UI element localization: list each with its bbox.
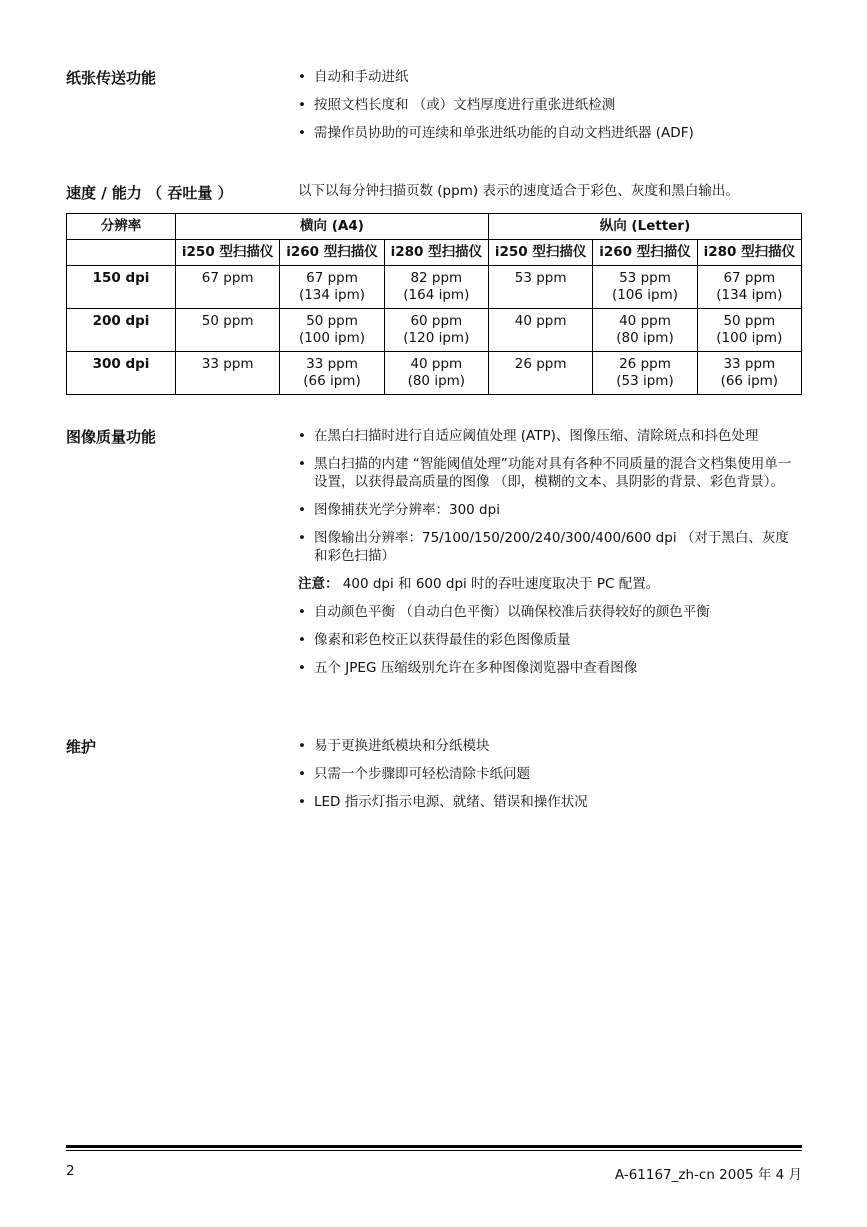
- ppm-value: 50 ppm: [723, 313, 776, 329]
- list-item: • 图像捕获光学分辨率：300 dpi: [298, 501, 802, 519]
- speed-cell: [593, 309, 697, 352]
- speed-cell: [697, 309, 801, 352]
- ipm-value: (66 ipm): [303, 373, 361, 389]
- footer-rule-thick: [66, 1145, 802, 1148]
- list-item: • 黑白扫描的内建 “智能阈值处理”功能对具有各种不同质量的混合文档集使用单一设置，以获得最高质量的图像 （即，模糊的文本、具阴影的背景、彩色背景）。: [298, 455, 802, 491]
- ipm-value: (164 ipm): [403, 287, 470, 303]
- ipm-value: (100 ipm): [716, 330, 783, 346]
- model-header: i260 型扫描仪: [280, 240, 384, 266]
- table-row: [67, 309, 802, 352]
- ppm-value: 26 ppm: [619, 356, 671, 372]
- ipm-value: (80 ipm): [407, 373, 466, 389]
- ipm-value: (80 ipm): [616, 330, 674, 346]
- speed-cell: [697, 352, 801, 395]
- list-item: • 自动颜色平衡 （自动白色平衡）以确保校准后获得较好的颜色平衡: [298, 603, 802, 621]
- note-label: 注意：: [298, 576, 339, 592]
- paper-feed-heading: 纸张传送功能: [66, 69, 157, 87]
- list-item: • 只需一个步骤即可轻松清除卡纸问题: [298, 765, 802, 783]
- model-header: i280 型扫描仪: [697, 240, 801, 266]
- image-quality-heading: 图像质量功能: [66, 428, 157, 446]
- speed-cell: [280, 309, 384, 352]
- table-header-row: [67, 214, 802, 240]
- ppm-value: 50 ppm: [201, 313, 254, 329]
- table-model-row: [67, 240, 802, 266]
- speed-cell: [488, 309, 592, 352]
- list-item: • 图像输出分辨率：75/100/150/200/240/300/400/600 dpi （对于黑白、灰度和彩色扫描）: [298, 529, 802, 565]
- ipm-value: (100 ipm): [298, 330, 366, 346]
- maintenance-heading: 维护: [66, 738, 97, 756]
- model-header: i260 型扫描仪: [593, 240, 697, 266]
- list-item: • 需操作员协助的可连续和单张进纸功能的自动文档进纸器 (ADF): [298, 124, 802, 142]
- speed-cell: [488, 352, 592, 395]
- note-text: 400 dpi 和 600 dpi 时的吞吐速度取决于 PC 配置。: [338, 576, 660, 592]
- list-item: • LED 指示灯指示电源、就绪、错误和操作状况: [298, 793, 802, 811]
- speed-intro: 以下以每分钟扫描页数 (ppm) 表示的速度适合于彩色、灰度和黑白输出。: [298, 183, 739, 199]
- document-id: A-61167_zh-cn 2005 年 4 月: [614, 1167, 802, 1183]
- ipm-value: (134 ipm): [298, 287, 366, 303]
- list-item: • 易于更换进纸模块和分纸模块: [298, 737, 802, 755]
- ppm-value: 50 ppm: [306, 313, 358, 329]
- resolution-cell: 150 dpi: [67, 266, 176, 309]
- ipm-value: (66 ipm): [720, 373, 779, 389]
- image-quality-list-2: [298, 603, 802, 677]
- speed-cell: [280, 266, 384, 309]
- speed-cell: [176, 266, 280, 309]
- image-quality-list: [298, 427, 802, 565]
- landscape-header: 横向 (A4): [176, 214, 489, 240]
- ppm-value: 40 ppm: [619, 313, 671, 329]
- ppm-value: 67 ppm: [306, 270, 358, 286]
- speed-cell: [488, 266, 592, 309]
- speed-cell: [593, 266, 697, 309]
- ppm-value: 40 ppm: [514, 313, 567, 329]
- ppm-value: 60 ppm: [410, 313, 463, 329]
- ppm-value: 53 ppm: [514, 270, 567, 286]
- model-header: i250 型扫描仪: [176, 240, 280, 266]
- ppm-value: 82 ppm: [410, 270, 463, 286]
- footer-rule-thin: [66, 1150, 802, 1151]
- model-header: i250 型扫描仪: [488, 240, 592, 266]
- ppm-value: 40 ppm: [410, 356, 463, 372]
- speed-cell: [697, 266, 801, 309]
- speed-cell: [176, 309, 280, 352]
- page-number: 2: [66, 1163, 75, 1179]
- list-item: • 在黑白扫描时进行自适应阈值处理 (ATP)、图像压缩、清除斑点和抖色处理: [298, 427, 802, 445]
- speed-cell: [176, 352, 280, 395]
- list-item: • 按照文档长度和 （或）文档厚度进行重张进纸检测: [298, 96, 802, 114]
- model-header: i280 型扫描仪: [384, 240, 488, 266]
- speed-cell: [280, 352, 384, 395]
- list-item: • 像素和彩色校正以获得最佳的彩色图像质量: [298, 631, 802, 649]
- ipm-value: (134 ipm): [716, 287, 783, 303]
- portrait-header: 纵向 (Letter): [488, 214, 801, 240]
- speed-table: [66, 213, 802, 395]
- speed-cell: [384, 266, 488, 309]
- speed-cell: [384, 309, 488, 352]
- table-row: [67, 266, 802, 309]
- ppm-value: 26 ppm: [514, 356, 567, 372]
- ppm-value: 33 ppm: [201, 356, 254, 372]
- ppm-value: 33 ppm: [723, 356, 776, 372]
- ppm-value: 67 ppm: [723, 270, 776, 286]
- ppm-value: 33 ppm: [306, 356, 358, 372]
- ipm-value: (53 ipm): [616, 373, 674, 389]
- maintenance-list: [298, 737, 802, 811]
- ipm-value: (106 ipm): [611, 287, 679, 303]
- speed-heading: 速度 / 能力 （ 吞吐量 ）: [66, 184, 233, 202]
- resolution-header: 分辨率: [67, 214, 176, 240]
- ppm-value: 67 ppm: [201, 270, 254, 286]
- ppm-value: 53 ppm: [619, 270, 671, 286]
- list-item: • 五个 JPEG 压缩级别允许在多种图像浏览器中查看图像: [298, 659, 802, 677]
- paper-feed-list: [298, 68, 802, 142]
- ipm-value: (120 ipm): [403, 330, 470, 346]
- resolution-cell: 200 dpi: [67, 309, 176, 352]
- list-item: • 自动和手动进纸: [298, 68, 802, 86]
- table-row: [67, 352, 802, 395]
- note: [298, 575, 802, 593]
- speed-cell: [593, 352, 697, 395]
- speed-cell: [384, 352, 488, 395]
- resolution-cell: 300 dpi: [67, 352, 176, 395]
- empty-header-cell: [67, 240, 176, 266]
